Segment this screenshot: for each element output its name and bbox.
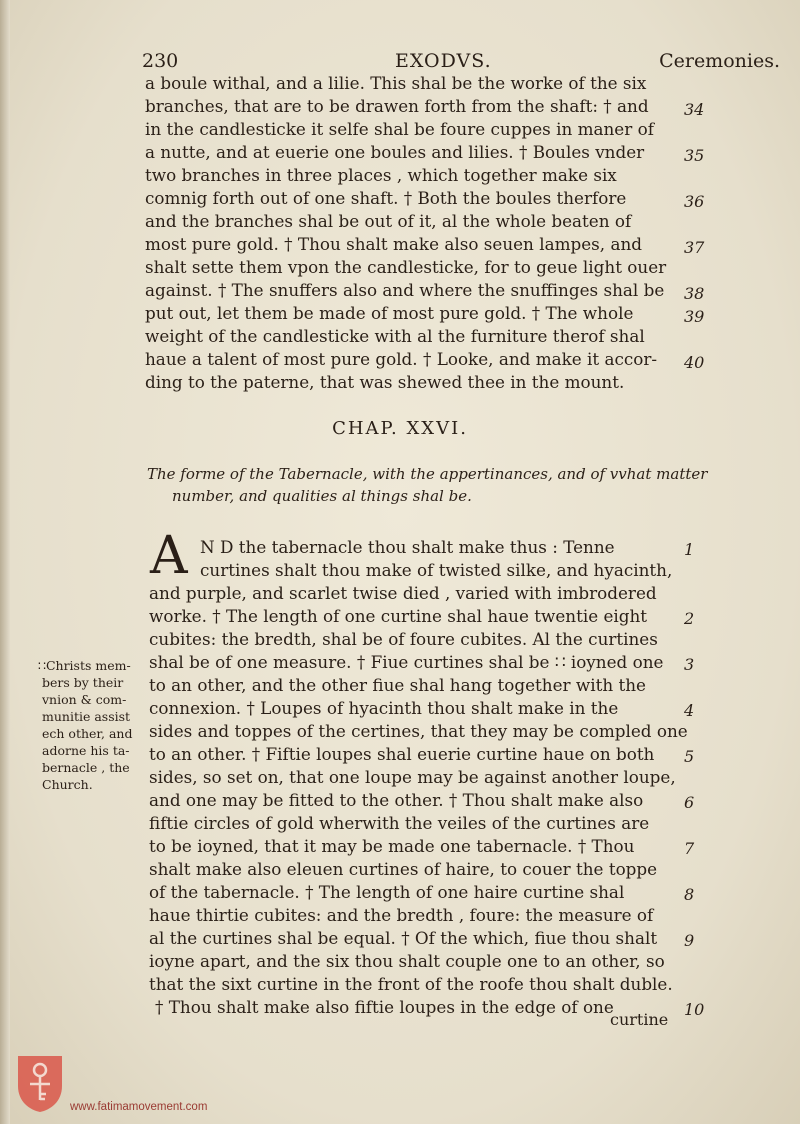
verse-number: 40	[684, 353, 705, 372]
text-line: haue a talent of most pure gold. † Looke, and make it accor-	[145, 349, 658, 369]
verse-number: 35	[684, 146, 705, 165]
text-line: two branches in three places , which together make six	[145, 165, 617, 185]
verse-number: 6	[684, 793, 695, 812]
text-line: against. † The snuffers also and where the snuffinges shal be	[145, 280, 665, 300]
margin-note-line: ech other, and	[42, 726, 133, 741]
drop-cap: A	[150, 526, 188, 586]
text-line: branches, that are to be drawen forth from the shaft: † and	[145, 96, 649, 116]
text-line: cubites: the bredth, shal be of foure cubites. Al the curtines	[149, 629, 658, 649]
text-line: of the tabernacle. † The length of one haire curtine shal	[149, 882, 625, 902]
text-line: and the branches shal be out of it, al the whole beaten of	[145, 211, 632, 231]
text-line: shalt sette them vpon the candlesticke, for to geue light ouer	[145, 257, 667, 277]
text-line: sides and toppes of the certines, that they may be compled one	[149, 721, 688, 741]
text-line: shalt make also eleuen curtines of haire, to couer the toppe	[149, 859, 658, 879]
margin-note-line: munitie assist	[42, 709, 131, 724]
verse-number: 7	[684, 839, 695, 858]
verse-number: 8	[684, 885, 695, 904]
text-line: ioyne apart, and the six thou shalt couple one to an other, so	[149, 951, 665, 971]
margin-note-line: adorne his ta-	[42, 743, 130, 758]
text-line: fiftie circles of gold wherwith the veiles of the curtines are	[149, 813, 650, 833]
text-line: N D the tabernacle thou shalt make thus : Tenne	[200, 537, 615, 557]
text-line: in the candlesticke it selfe shal be foure cuppes in maner of	[145, 119, 654, 139]
chapter-summary-line: number, and qualities al things shal be.	[172, 487, 472, 505]
verse-number: 10	[684, 1000, 705, 1019]
papal-keys-emblem-icon	[14, 1052, 66, 1114]
text-line: comnig forth out of one shaft. † Both the boules therfore	[145, 188, 627, 208]
text-line: and purple, and scarlet twise died , varied with imbrodered	[149, 583, 657, 603]
chapter-summary-line: The forme of the Tabernacle, with the appertinances, and of vvhat matter	[147, 465, 708, 483]
text-line: and one may be fitted to the other. † Thou shalt make also	[149, 790, 644, 810]
margin-note-line: bernacle , the	[42, 760, 130, 775]
verse-number: 4	[684, 701, 695, 720]
verse-number: 34	[684, 100, 705, 119]
text-line: most pure gold. † Thou shalt make also seuen lampes, and	[145, 234, 642, 254]
text-line: haue thirtie cubites: and the bredth , foure: the measure of	[149, 905, 654, 925]
verse-number: 2	[684, 609, 695, 628]
verse-number: 39	[684, 307, 705, 326]
chapter-heading: CHAP. XXVI.	[332, 418, 468, 439]
verse-number: 5	[684, 747, 695, 766]
catchword: curtine	[610, 1010, 669, 1029]
text-line: to be ioyned, that it may be made one tabernacle. † Thou	[149, 836, 635, 856]
running-title: EXODVS.	[395, 50, 492, 72]
text-line: worke. † The length of one curtine shal haue twentie eight	[149, 606, 648, 626]
text-line: ding to the paterne, that was shewed thee in the mount.	[145, 372, 625, 392]
text-line: a nutte, and at euerie one boules and lilies. † Boules vnder	[145, 142, 645, 162]
verse-number: 37	[684, 238, 705, 257]
text-line: connexion. † Loupes of hyacinth thou shalt make in the	[149, 698, 619, 718]
text-line: shal be of one measure. † Fiue curtines shal be ∷ ioyned one	[149, 652, 664, 672]
text-line: put out, let them be made of most pure gold. † The whole	[145, 303, 634, 323]
text-line: to an other, and the other fiue shal hang together with the	[149, 675, 646, 695]
section-title: Ceremonies.	[659, 50, 780, 72]
verse-number: 3	[684, 655, 695, 674]
text-line: weight of the candlesticke with al the furniture therof shal	[145, 326, 645, 346]
text-line: a boule withal, and a lilie. This shal be the worke of the six	[145, 73, 647, 93]
text-line: sides, so set on, that one loupe may be against another loupe,	[149, 767, 676, 787]
verse-number: 1	[684, 540, 695, 559]
text-line: that the sixt curtine in the front of the roofe thou shalt duble.	[149, 974, 673, 994]
verse-number: 36	[684, 192, 705, 211]
text-line: to an other. † Fiftie loupes shal euerie curtine haue on both	[149, 744, 655, 764]
verse-number: 38	[684, 284, 705, 303]
margin-note-line: Church.	[42, 777, 93, 792]
margin-note-line: ∷Christs mem-	[38, 658, 131, 673]
verse-number: 9	[684, 931, 695, 950]
page-number: 230	[142, 50, 179, 72]
margin-note-line: vnion & com-	[42, 692, 127, 707]
text-line: al the curtines shal be equal. † Of the which, fiue thou shalt	[149, 928, 658, 948]
text-line: curtines shalt thou make of twisted silke, and hyacinth,	[200, 560, 673, 580]
footer-website-link[interactable]: www.fatimamovement.com	[70, 1101, 208, 1113]
text-line: † Thou shalt make also fiftie loupes in the edge of one	[155, 997, 614, 1017]
margin-note-line: bers by their	[42, 675, 124, 690]
page-gutter	[0, 0, 10, 1124]
